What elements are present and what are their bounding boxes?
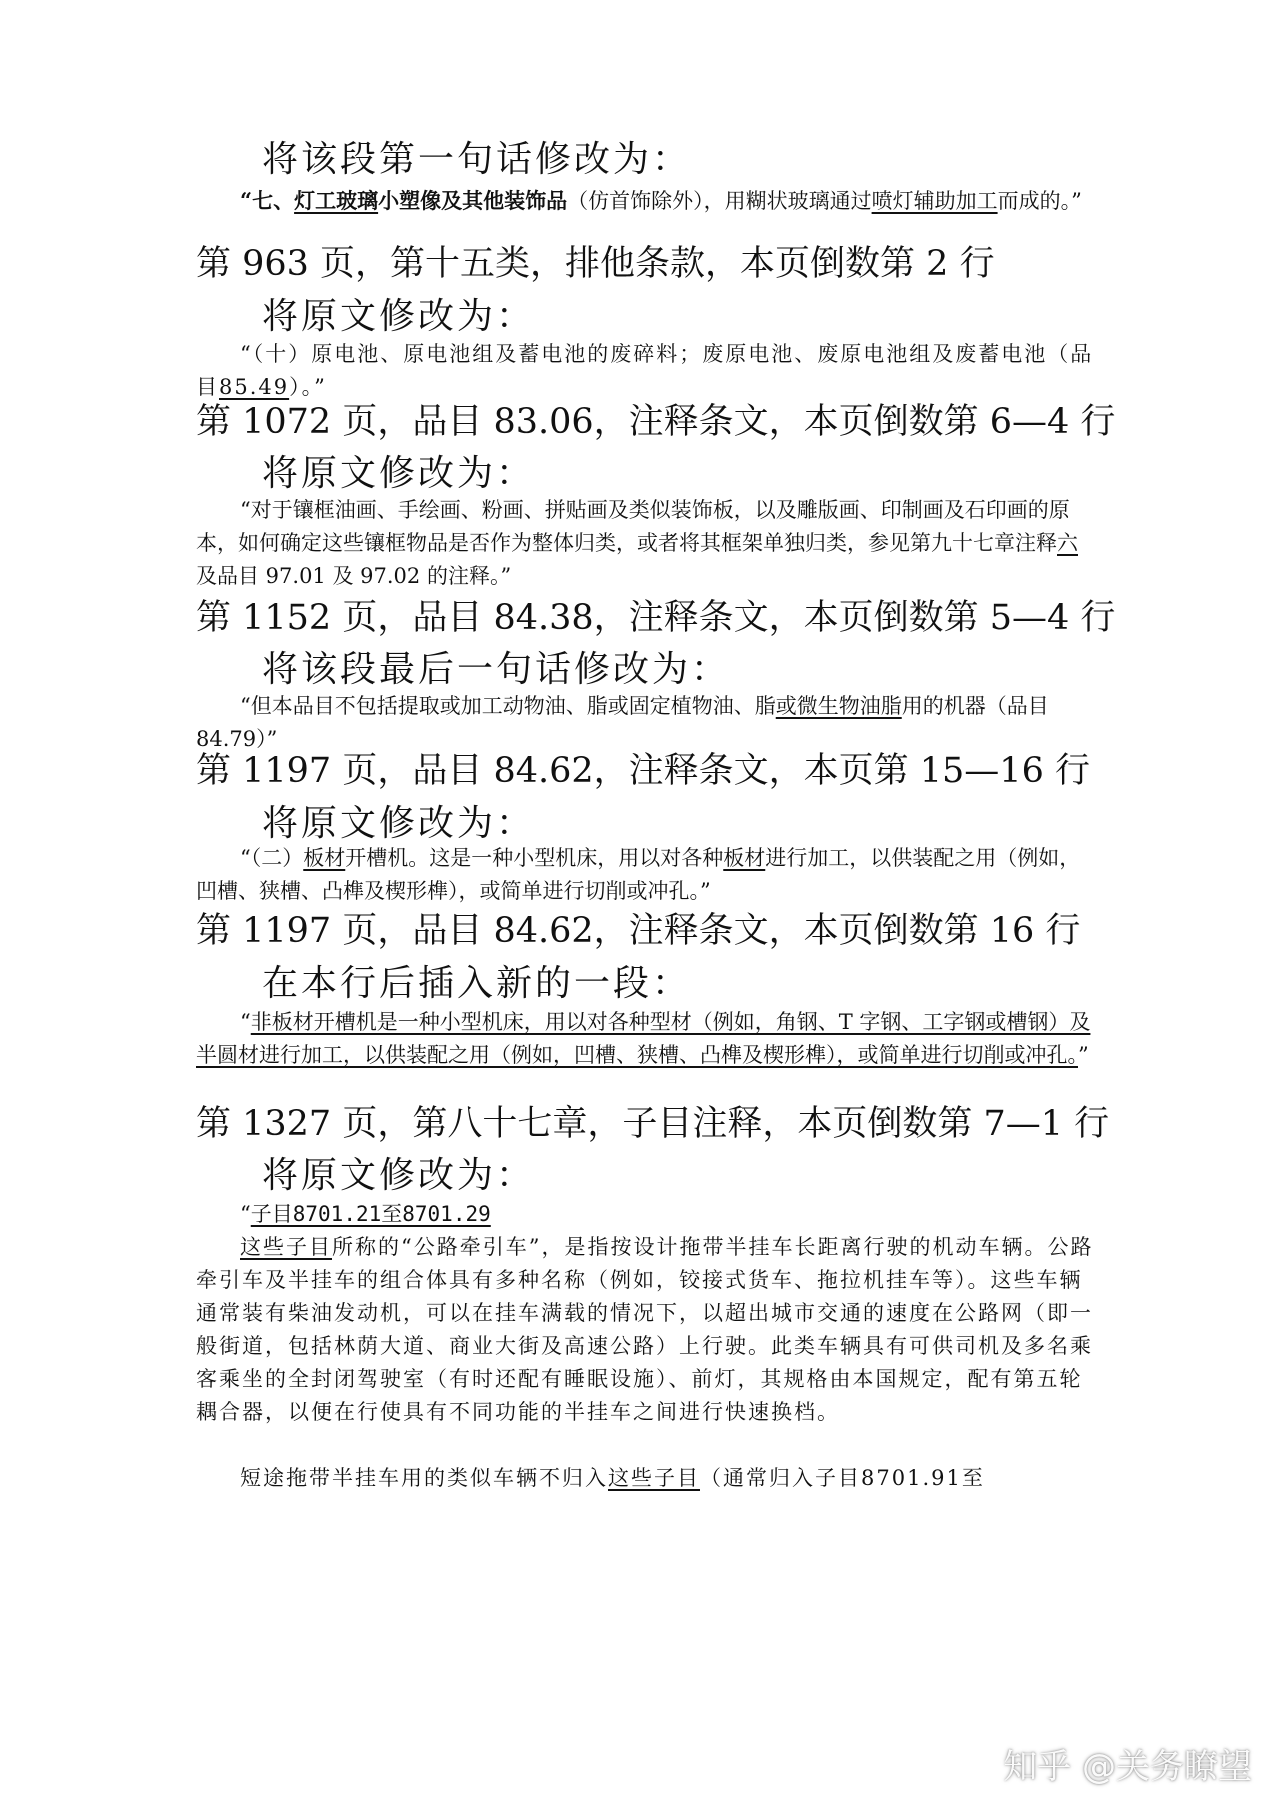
heading-2: 第 963 页，第十五类，排他条款，本页倒数第 2 行 bbox=[196, 244, 995, 284]
instruction-6: 在本行后插入新的一段： bbox=[262, 963, 692, 1004]
subheading-title: 子目8701.21至8701.29 bbox=[250, 1202, 491, 1226]
paragraph-7b bbox=[196, 1462, 1096, 1495]
underlined-text: 灯工玻璃 bbox=[294, 188, 379, 213]
underlined-text: 非板材开槽机是一种小型机床，用以对各种型材（例如，角钢、T 字钢、工字钢或槽钢）及半圆材进行加工，以供装配之用（例如，凹槽、狭槽、凸榫及楔形榫），或简单进行切削或冲孔。 bbox=[196, 1010, 1091, 1067]
paragraph-7a bbox=[196, 1231, 1096, 1429]
text: 所称的“公路牵引车”，是指按设计拖带半挂车长距离行驶的机动车辆。公路牵引车及半挂车的组合体具有多种名称（例如，铰接式货车、拖拉机挂车等）。这些车辆通常装有柴油发动机，可以在挂车满载的情况下，以超出城市交通的速度在公路网（即一般街道，包括林荫大道、商业大街及高速公路）上行驶。此类车辆具有可供司机及多名乘客乘坐的全封闭驾驶室（有时还配有睡眠设施）、前灯，其规格由本国规定，配有第五轮耦合器，以便在行使具有不同功能的半挂车之间进行快速换档。 bbox=[196, 1235, 1094, 1424]
text: ）。” bbox=[289, 375, 327, 399]
text: “对于镶框油画、手绘画、粉画、拼贴画及类似装饰板，以及雕版画、印制画及石印画的原本，如何确定这些镶框物品是否作为整体归类，或者将其框架单独归类，参见第九十七章注释 bbox=[196, 498, 1070, 555]
underlined-text: 板材 bbox=[723, 846, 766, 870]
text: 小塑像及其他装饰品 bbox=[378, 188, 568, 213]
heading-6: 第 1197 页，品目 84.62，注释条文，本页倒数第 16 行 bbox=[196, 911, 1081, 951]
underlined-text: 或微生物油脂 bbox=[775, 694, 902, 718]
underlined-text: 喷灯辅助加工 bbox=[871, 189, 998, 213]
instruction-7: 将原文修改为： bbox=[262, 1155, 536, 1196]
instruction-1: 将该段第一句话修改为： bbox=[262, 139, 692, 180]
heading-4: 第 1152 页，品目 84.38，注释条文，本页倒数第 5—4 行 bbox=[196, 598, 1116, 638]
text: 短途拖带半挂车用的类似车辆不归入 bbox=[240, 1466, 608, 1490]
text: ” bbox=[1078, 1043, 1089, 1067]
instruction-2: 将原文修改为： bbox=[262, 296, 536, 337]
text: “（十）原电池、原电池组及蓄电池的废碎料；废原电池、废原电池组及废蓄电池（品目 bbox=[196, 342, 1094, 399]
text: “（二） bbox=[240, 846, 304, 870]
underlined-text: 这些子目 bbox=[608, 1466, 700, 1490]
underlined-text: 六 bbox=[1057, 531, 1078, 555]
underlined-text: 85.49 bbox=[219, 375, 290, 399]
instruction-5: 将原文修改为： bbox=[262, 803, 536, 844]
underlined-text: 这些子目 bbox=[240, 1235, 332, 1259]
text: 开槽机。这是一种小型机床，用以对各种 bbox=[345, 846, 724, 870]
instruction-3: 将原文修改为： bbox=[262, 453, 536, 494]
paragraph-5 bbox=[196, 842, 1096, 908]
heading-3: 第 1072 页，品目 83.06，注释条文，本页倒数第 6—4 行 bbox=[196, 402, 1116, 442]
heading-7: 第 1327 页，第八十七章，子目注释，本页倒数第 7—1 行 bbox=[196, 1104, 1110, 1144]
text: （仿首饰除外），用糊状玻璃通过 bbox=[567, 189, 872, 213]
text: 而成的。” bbox=[997, 189, 1082, 213]
paragraph-1 bbox=[196, 184, 1096, 218]
heading-5: 第 1197 页，品目 84.62，注释条文，本页第 15—16 行 bbox=[196, 751, 1090, 791]
underlined-text: 板材 bbox=[303, 846, 346, 870]
paragraph-6 bbox=[196, 1006, 1096, 1072]
watermark: 知乎 @关务瞭望 bbox=[1003, 1747, 1252, 1787]
text: “但本品目不包括提取或加工动物油、脂或固定植物油、脂 bbox=[240, 694, 776, 718]
paragraph-3 bbox=[196, 494, 1096, 593]
subheading-line bbox=[196, 1198, 1096, 1231]
paragraph-4 bbox=[196, 690, 1096, 756]
text: “七、 bbox=[240, 188, 295, 213]
paragraph-2 bbox=[196, 338, 1096, 404]
text: “ bbox=[240, 1010, 251, 1034]
text: （通常归入子目8701.91至 bbox=[700, 1466, 985, 1490]
text: 用的机器（品目84.79）” bbox=[196, 694, 1049, 751]
text: 进行加工，以供装配之用（例如，凹槽、狭槽、凸榫及楔形榫），或简单进行切削或冲孔。” bbox=[196, 846, 1081, 903]
text: 及品目 97.01 及 97.02 的注释。” bbox=[196, 564, 512, 588]
text: “ bbox=[240, 1202, 251, 1226]
instruction-4: 将该段最后一句话修改为： bbox=[262, 649, 731, 690]
